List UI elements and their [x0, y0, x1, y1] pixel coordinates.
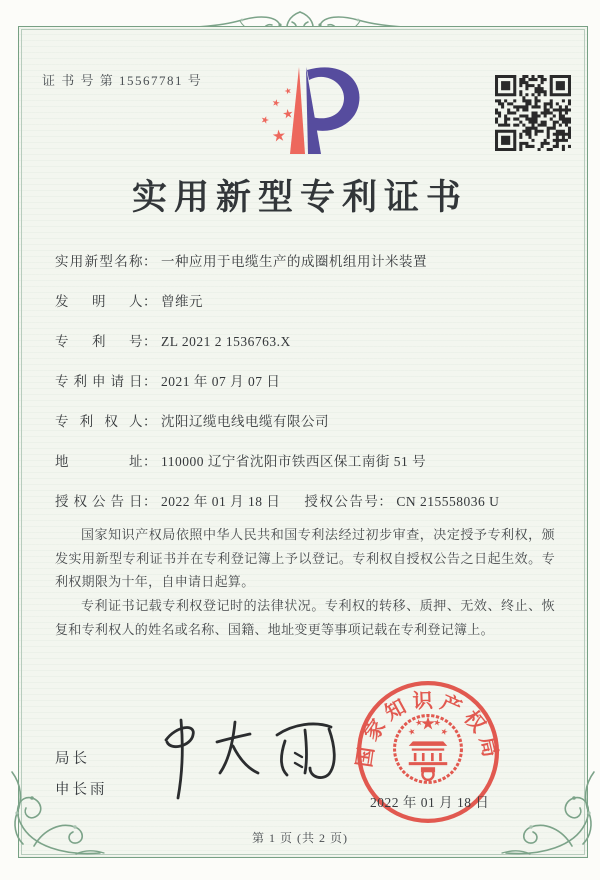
field-value: CN 215558036 U	[396, 494, 500, 509]
field-label: 地址	[55, 454, 143, 469]
field-value: ZL 2021 2 1536763.X	[161, 334, 291, 349]
svg-text:国家知识产权局	[353, 689, 504, 769]
handwritten-signature-icon	[138, 708, 356, 816]
field-label: 专利号	[55, 334, 143, 349]
field-label: 授权公告号	[304, 494, 379, 509]
seal-text: 国家知识产权局	[353, 690, 503, 769]
cnipa-logo-icon	[236, 60, 368, 162]
field-value: 沈阳辽缆电线电缆有限公司	[161, 414, 329, 429]
field-value: 2022 年 01 月 18 日	[161, 494, 281, 509]
field-patentee: 专利权人 ： 沈阳辽缆电线电缆有限公司	[55, 410, 562, 450]
field-grant-number: 授权公告号 ： CN 215558036 U	[304, 490, 499, 510]
field-label: 实用新型名称	[55, 254, 143, 269]
field-value: 一种应用于电缆生产的成圈机组用计米装置	[161, 254, 427, 269]
field-filing-date: 专利申请日 ： 2021 年 07 月 07 日	[55, 370, 562, 410]
legal-paragraph-1: 国家知识产权局依照中华人民共和国专利法经过初步审查，决定授予专利权，颁发实用新型专利证书并在专利登记簿上予以登记。专利权自授权公告之日起生效。专利权期限为十年，自申请日起算。	[55, 527, 555, 590]
corner-flourish-icon	[498, 754, 600, 858]
field-value: 110000 辽宁省沈阳市铁西区保工南街 51 号	[161, 454, 427, 469]
field-grant-date: 授权公告日 ： 2022 年 01 月 18 日	[55, 490, 280, 510]
field-label: 授权公告日	[55, 494, 143, 509]
corner-flourish-icon	[4, 754, 108, 858]
legal-text	[55, 523, 555, 641]
page-footer: 第 1 页 (共 2 页)	[252, 831, 348, 845]
seal-date: 2022 年 01 月 18 日	[370, 795, 490, 810]
signer-title: 局长	[55, 751, 90, 767]
field-utility-model-name: 实用新型名称 ： 一种应用于电缆生产的成圈机组用计米装置	[55, 250, 562, 290]
signer-name: 申长雨	[55, 782, 108, 798]
field-label: 专利权人	[55, 414, 143, 429]
legal-paragraph-2: 专利证书记载专利权登记时的法律状况。专利权的转移、质押、无效、终止、恢复和专利权人的姓名或名称、国籍、地址变更等事项记载在专利登记簿上。	[55, 597, 555, 637]
field-inventor: 发明人 ： 曾维元	[55, 290, 562, 330]
field-address: 地址 ： 110000 辽宁省沈阳市铁西区保工南街 51 号	[55, 450, 562, 490]
field-value: 曾维元	[161, 294, 203, 309]
field-label: 发明人	[55, 294, 143, 309]
field-label: 专利申请日	[55, 374, 143, 389]
field-patent-number: 专利号 ： ZL 2021 2 1536763.X	[55, 330, 562, 370]
certificate-fields	[55, 250, 562, 530]
field-value: 2021 年 07 月 07 日	[161, 374, 281, 389]
certificate-title: 实用新型专利证书	[131, 178, 468, 217]
certificate-number: 证 书 号 第 15567781 号	[42, 73, 203, 88]
qr-code	[495, 75, 571, 151]
